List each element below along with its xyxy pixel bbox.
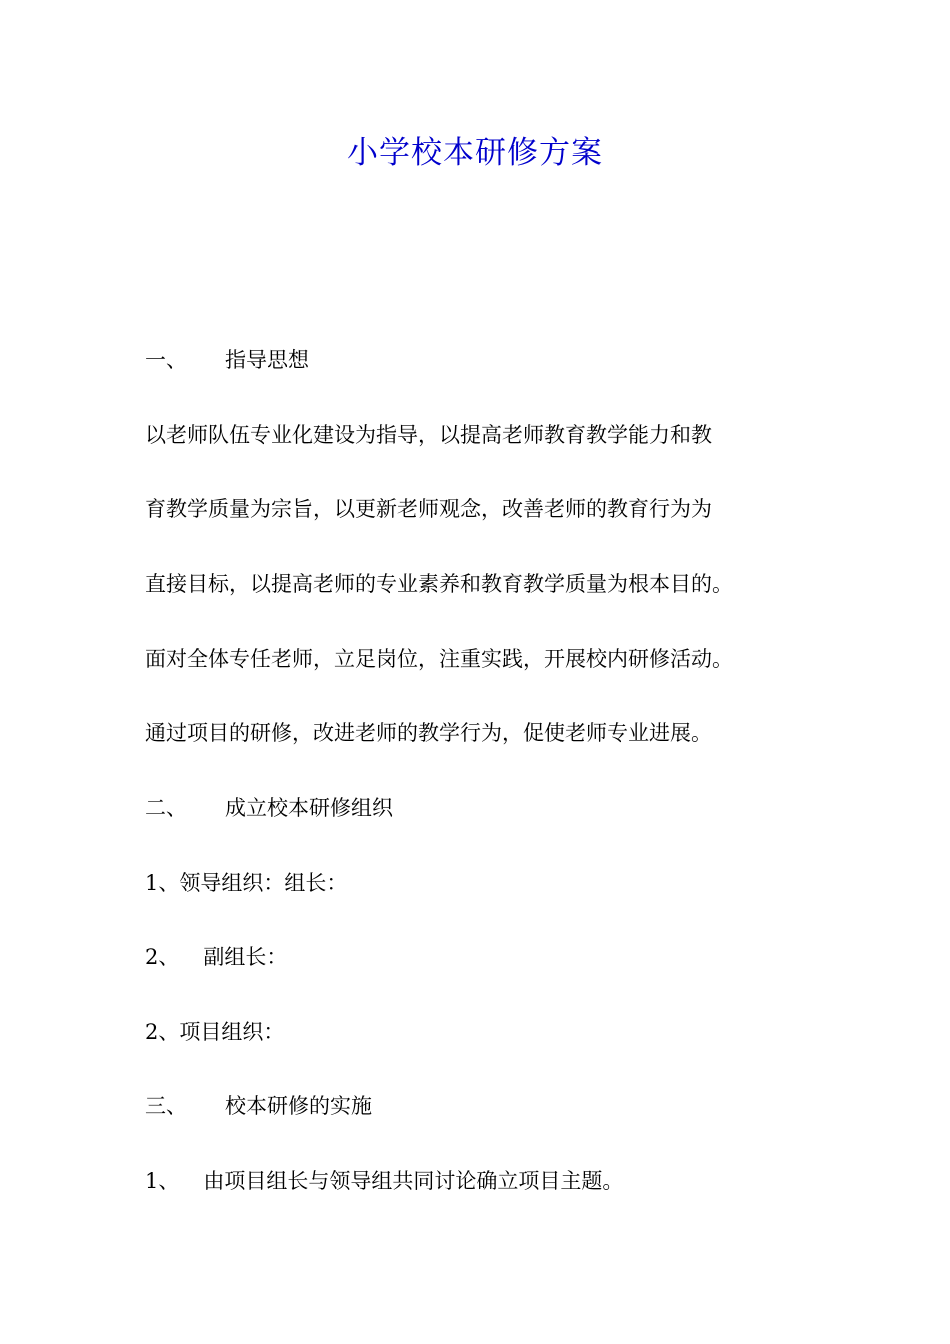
document-title: 小学校本研修方案 [347,135,603,171]
paragraph-line-2: 育教学质量为宗旨，以更新老师观念，改善老师的教育行为为 [145,497,712,521]
item-deputy [145,942,825,972]
section-heading-organization [145,793,825,823]
section-number: 三、 [145,1094,187,1118]
paragraph-line-1: 以老师队伍专业化建设为指导，以提高老师教育教学能力和教 [145,423,712,447]
section-heading-guiding-thought [145,345,825,375]
section-heading-implementation [145,1091,825,1121]
paragraph-line-3: 直接目标，以提高老师的专业素养和教育教学质量为根本目的。 [145,572,733,596]
item-text: 副组长： [203,945,288,969]
item-leadership: 1、领导组织：组长： [145,871,348,895]
item-topic [145,1166,825,1196]
section-number: 二、 [145,796,187,820]
item-text: 由项目组长与领导组共同讨论确立项目主题。 [203,1169,624,1193]
item-project: 2、项目组织： [145,1020,285,1044]
section-heading-text: 成立校本研修组织 [225,796,393,820]
item-number: 2、 [145,945,180,969]
section-heading-text: 指导思想 [225,348,309,372]
paragraph-line-4: 面对全体专任老师，立足岗位，注重实践，开展校内研修活动。 [145,647,733,671]
section-number: 一、 [145,348,187,372]
section-heading-text: 校本研修的实施 [225,1094,372,1118]
paragraph-line-5: 通过项目的研修，改进老师的教学行为，促使老师专业进展。 [145,721,712,745]
item-number: 1、 [145,1169,180,1193]
